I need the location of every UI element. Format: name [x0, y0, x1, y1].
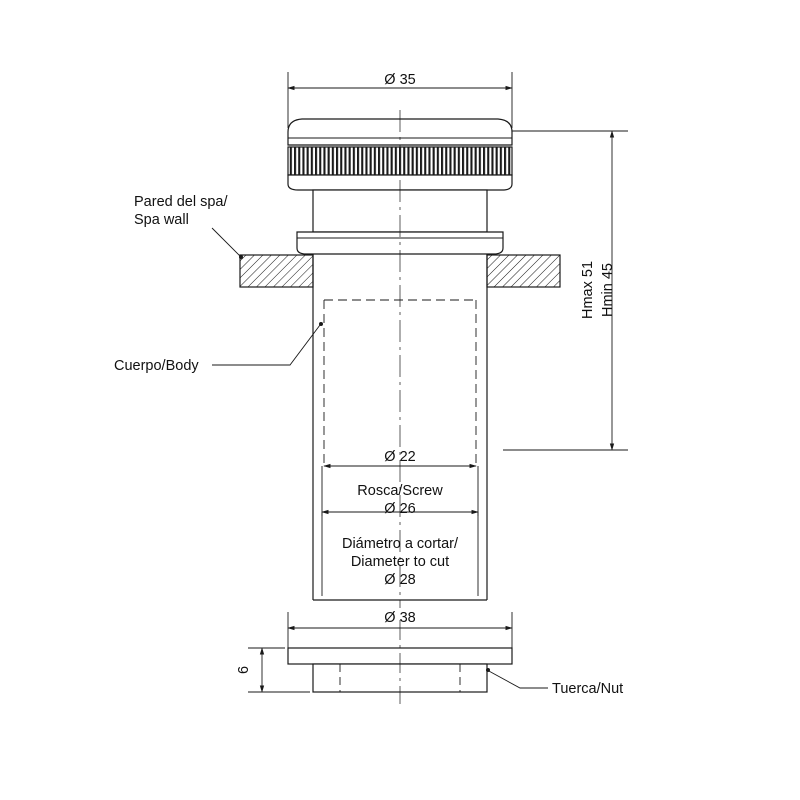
leader-nut — [486, 668, 548, 688]
label-cap-diameter: Ø 35 — [384, 72, 416, 88]
label-spa-wall-line2: Spa wall — [134, 212, 189, 228]
leader-spa-wall — [212, 228, 243, 259]
label-screw-line2: Ø 26 — [384, 501, 416, 517]
label-cut-line3: Ø 28 — [384, 572, 416, 588]
label-cut-line1: Diámetro a cortar/ — [341, 536, 459, 552]
label-nut-diameter: Ø 38 — [384, 610, 416, 626]
label-inner-diameter: Ø 22 — [384, 449, 416, 465]
label-nut-thickness: 6 — [236, 665, 252, 675]
label-spa-wall-line1: Pared del spa/ — [134, 194, 228, 210]
label-height-max: Hmax 51 — [580, 260, 596, 320]
label-cut-line2: Diameter to cut — [350, 554, 450, 570]
label-body: Cuerpo/Body — [114, 358, 199, 374]
label-nut: Tuerca/Nut — [552, 681, 624, 697]
leader-body — [212, 322, 323, 365]
label-height-min: Hmin 45 — [600, 263, 616, 317]
label-screw-line1: Rosca/Screw — [357, 483, 443, 499]
